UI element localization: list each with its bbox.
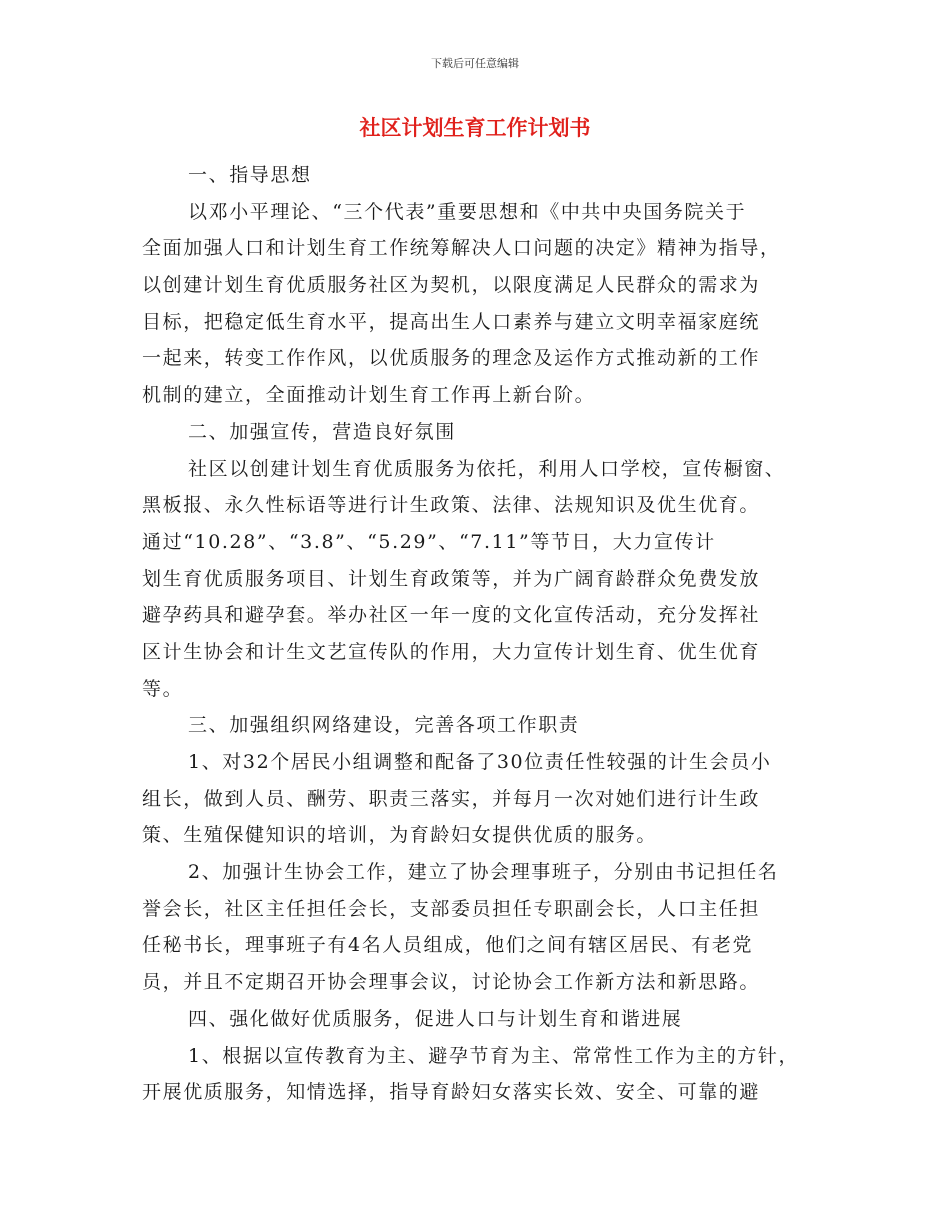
text-line: 避孕药具和避孕套。举办社区一年一度的文化宣传活动，充分发挥社	[142, 604, 761, 627]
text-line: 黑板报、永久性标语等进行计生政策、法律、法规知识及优生优育。	[142, 494, 761, 517]
header-note: 下载后可任意编辑	[431, 57, 519, 70]
text-line: 任秘书长，理事班子有4名人员组成，他们之间有辖区居民、有老党	[142, 934, 754, 957]
text-line: 目标，把稳定低生育水平，提高出生人口素养与建立文明幸福家庭统	[142, 310, 761, 333]
text-line: 一、指导思想	[188, 164, 312, 186]
text-line: 一起来，转变工作作风，以优质服务的理念及运作方式推动新的工作	[142, 347, 761, 370]
text-line: 机制的建立，全面推动计划生育工作再上新台阶。	[142, 384, 596, 407]
text-line: 1、根据以宣传教育为主、避孕节育为主、常常性工作为主的方针，	[188, 1044, 800, 1067]
text-line: 以创建计划生育优质服务社区为契机，以限度满足人民群众的需求为	[142, 274, 761, 297]
text-line: 誉会长，社区主任担任会长，支部委员担任专职副会长，人口主任担	[142, 897, 761, 920]
text-line: 通过“10.28”、“3.8”、“5.29”、“7.11”等节日，大力宣传计	[142, 530, 716, 553]
text-line: 划生育优质服务项目、计划生育政策等，并为广阔育龄群众免费发放	[142, 567, 761, 590]
text-line: 等。	[142, 677, 184, 700]
text-line: 开展优质服务，知情选择，指导育龄妇女落实长效、安全、可靠的避	[142, 1081, 761, 1104]
text-line: 员，并且不定期召开协会理事会议，讨论协会工作新方法和新思路。	[142, 971, 761, 994]
text-line: 三、加强组织网络建设，完善各项工作职责	[188, 714, 580, 737]
text-line: 二、加强宣传，营造良好氛围	[188, 420, 456, 443]
text-line: 1、对32个居民小组调整和配备了30位责任性较强的计生会员小	[188, 751, 772, 773]
text-line: 以邓小平理论、“三个代表”重要思想和《中共中央国务院关于	[188, 200, 747, 223]
text-line: 区计生协会和计生文艺宣传队的作用，大力宣传计划生育、优生优育	[142, 640, 761, 663]
text-line: 全面加强人口和计划生育工作统筹解决人口问题的决定》精神为指导，	[142, 237, 781, 260]
document-title: 社区计划生育工作计划书	[359, 116, 591, 140]
text-line: 四、强化做好优质服务，促进人口与计划生育和谐进展	[188, 1007, 683, 1030]
text-line: 策、生殖保健知识的培训，为育龄妇女提供优质的服务。	[142, 824, 658, 847]
text-line: 社区以创建计划生育优质服务为依托，利用人口学校，宣传橱窗、	[188, 457, 786, 480]
text-line: 2、加强计生协会工作，建立了协会理事班子，分别由书记担任名	[188, 861, 779, 884]
text-line: 组长，做到人员、酬劳、职责三落实，并每月一次对她们进行计生政	[142, 787, 761, 810]
document-body	[142, 157, 822, 1111]
